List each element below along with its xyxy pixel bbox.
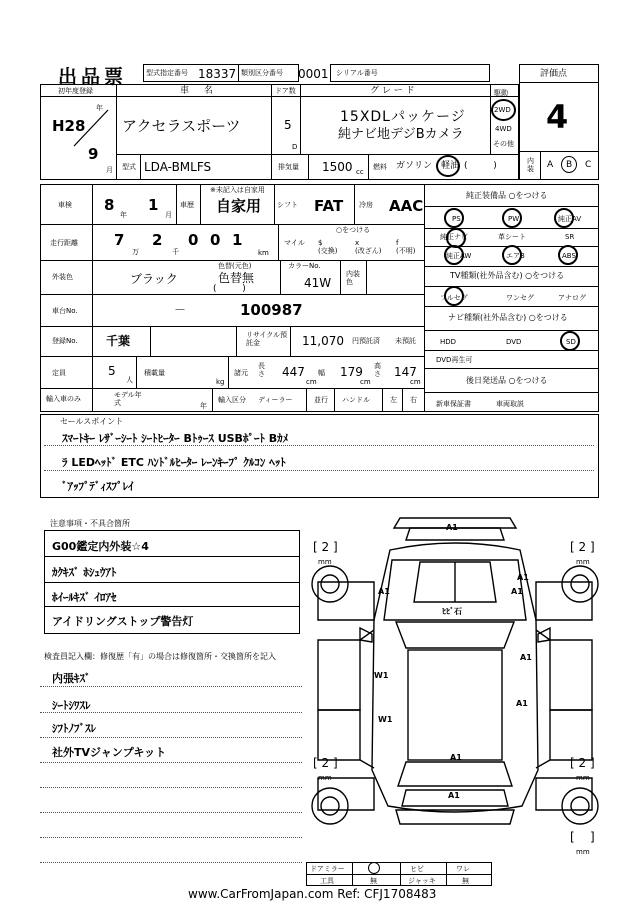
tool-label: 工具	[320, 877, 334, 885]
wid-label: 幅	[318, 369, 325, 377]
inspector-line-2: ｼｰﾄｼﾜｽﾚ	[52, 699, 91, 712]
after-manual: 車両取説	[496, 400, 524, 408]
shift-label: シフト	[277, 201, 298, 209]
meter-swap: $ (交換)	[318, 239, 338, 255]
watermark: www.CarFromJapan.com Ref: CFJ1708483	[188, 887, 437, 901]
drive-label: 駆動	[494, 89, 508, 97]
month-unit: 月	[106, 166, 113, 174]
chassis-value: 100987	[240, 301, 303, 319]
navi-hdd: HDD	[440, 338, 457, 346]
hei-value: 147	[394, 365, 417, 379]
inspector-line-4: 社外TVジャンプキット	[52, 746, 167, 759]
recycle-value: 11,070	[302, 334, 344, 348]
equip-airbag: エアB	[506, 252, 525, 260]
load-label: 積載量	[144, 369, 165, 377]
equip-aw: 純正AW	[446, 252, 472, 260]
vehicle-name: アクセラスポーツ	[122, 117, 241, 135]
navi-sd-circle	[560, 331, 580, 351]
score-label: 評価点	[540, 69, 568, 79]
damage-label-rear-bumper: A1	[448, 791, 460, 800]
shift-value: FAT	[314, 197, 344, 215]
year-unit: 年	[96, 104, 103, 112]
tool-none: 無	[370, 877, 377, 885]
equip-av-circle	[554, 208, 574, 228]
serial-label: シリアル番号	[336, 69, 378, 77]
int-color-label: 内装色	[346, 270, 360, 286]
first-reg-label: 初年度登録	[58, 87, 93, 95]
mileage-digit-5: 1	[232, 231, 243, 249]
drive-other: その他	[493, 140, 514, 148]
tire-mm-fr: mm	[576, 558, 590, 566]
mileage-man: 万	[132, 248, 139, 256]
color-change: 色替無	[218, 271, 255, 285]
sales-label: セールスポイント	[60, 417, 124, 426]
len-label: 長さ	[258, 362, 265, 378]
equip-ps: PS	[452, 215, 461, 223]
seats-value: 5	[108, 364, 116, 378]
navi-sd: SD	[566, 338, 576, 346]
inspection-month: 1	[148, 196, 159, 214]
tire-depth-rl: [ 2 ]	[313, 756, 338, 770]
damage-label-right-rear-door: A1	[516, 699, 528, 708]
name-label: 車 名	[180, 86, 219, 96]
displacement-unit: cc	[356, 168, 364, 176]
damage-label-trunk: A1	[450, 753, 462, 762]
tv-title: TV種類(社外品含む) ○をつける	[450, 271, 565, 280]
wid-unit: cm	[360, 378, 371, 386]
ac-value: AAC	[389, 197, 424, 215]
import-type-label: 輸入区分	[218, 396, 246, 404]
model-year-unit: 年	[200, 402, 207, 410]
equip-pw: PW	[508, 215, 520, 223]
equip-av: 純正AV	[558, 215, 582, 223]
color-orig-label: 色替(元色)	[218, 262, 252, 270]
import-label: 輸入車のみ	[46, 395, 81, 403]
tire-mm-fl: mm	[318, 558, 332, 566]
car-damage-diagram	[300, 510, 610, 860]
chassis-label: 車台No.	[52, 307, 78, 315]
tire-depth-fr: [ 2 ]	[570, 540, 595, 554]
reg-label: 登録No.	[52, 337, 78, 345]
class-no: 0001	[298, 67, 329, 81]
mileage-sen: 千	[172, 248, 179, 256]
equip-ps-circle	[444, 208, 464, 228]
equip-abs: ABS	[562, 252, 576, 260]
navi-title: ナビ種類(社外品含む) ○をつける	[448, 313, 568, 322]
model-cert-no: 18337	[198, 67, 237, 81]
damage-label-left-door-front: W1	[374, 671, 389, 680]
fuel-diesel: 軽油	[441, 161, 460, 171]
damage-label-front-bumper: A1	[446, 523, 458, 532]
equip-airbag-circle	[502, 245, 522, 265]
ac-label: 冷房	[359, 201, 373, 209]
history-value: 自家用	[216, 197, 262, 215]
damage-label-hood-chip: ﾋﾋﾞ石	[442, 607, 462, 616]
chassis-dash: －	[174, 303, 187, 317]
meter-tamper: x (改ざん)	[355, 239, 382, 255]
mileage-km: km	[258, 249, 269, 257]
equip-aw-circle	[444, 245, 464, 265]
grade-label: グ レ ー ド	[370, 86, 415, 96]
color-value: ブラック	[130, 272, 178, 286]
tv-fullseg-circle	[444, 286, 464, 306]
dims-label: 諸元	[234, 369, 248, 377]
inspector-line-1: 内張ｷｽﾞ	[52, 672, 91, 685]
interior-c: C	[585, 160, 592, 170]
class-label: 類別区分番号	[241, 69, 283, 77]
score-value: 4	[546, 98, 569, 136]
first-reg-month: 9	[88, 145, 99, 163]
notes-label: 注意事項・不具合箇所	[50, 519, 130, 528]
tv-oneseg: ワンセグ	[506, 294, 534, 302]
inspector-line-3: ｼﾌﾄﾉﾌﾞｽﾚ	[52, 722, 96, 735]
equip-navi: 純正ナビ	[440, 233, 468, 241]
type-value: LDA-BMLFS	[144, 160, 212, 174]
displacement-label: 排気量	[278, 163, 299, 171]
damage-label-left-fender: A1	[378, 587, 390, 596]
tire-mm-spare: mm	[576, 848, 590, 856]
seats-unit: 人	[126, 376, 133, 384]
after-title: 後日発送品 ○をつける	[466, 376, 548, 385]
mirror-chip: ワレ	[456, 865, 470, 873]
len-value: 447	[282, 365, 305, 379]
history-note: ※未記入は自家用	[210, 186, 265, 194]
dvd-play: DVD再生可	[436, 356, 473, 364]
inspection-year: 8	[104, 196, 115, 214]
import-parallel: 並行	[314, 396, 328, 404]
meter-unknown: f (不明)	[396, 239, 416, 255]
tire-mm-rl: mm	[318, 774, 332, 782]
equip-abs-circle	[558, 245, 578, 265]
interior-a: A	[547, 160, 554, 170]
len-unit: cm	[306, 378, 317, 386]
drive-2wd: 2WD	[494, 106, 511, 114]
note-line-4: アイドリングストップ警告灯	[52, 615, 194, 628]
damage-label-right-fender: A1	[511, 587, 523, 596]
equipment-title: 純正装備品 ○をつける	[466, 191, 548, 200]
drive-2wd-circle	[491, 99, 516, 121]
first-reg-year: H28	[52, 117, 86, 135]
damage-label-right-door: A1	[520, 653, 532, 662]
color-no-label: カラーNo.	[288, 262, 321, 270]
grade-line1: 15XDLパッケージ	[340, 109, 466, 125]
sales-line-3: ﾞｱｯﾌﾟﾃﾞｨｽﾌﾟﾚｲ	[62, 480, 134, 493]
color-label: 外装色	[52, 273, 73, 281]
recycle-unpaid: 未預託	[395, 337, 416, 345]
meter-header: ○をつける	[336, 226, 371, 234]
note-line-1: G00鑑定内外装☆4	[52, 540, 149, 553]
fuel-gasoline: ガソリン	[396, 161, 433, 171]
load-unit: kg	[216, 378, 225, 386]
model-cert-label: 型式指定番号	[146, 69, 188, 77]
slash-mark	[70, 108, 110, 148]
sales-line-2: ﾗ LEDﾍｯﾄﾞ ETC ﾊﾝﾄﾞﾙﾋｰﾀｰ ﾚｰﾝｷｰﾌﾟ ｸﾙｺﾝ ﾍｯﾄ	[62, 456, 286, 469]
doors-label: ドア数	[275, 87, 296, 95]
jack-label: ジャッキ	[408, 877, 436, 885]
mirror-label: ドアミラー	[310, 865, 345, 873]
tv-fullseg: フルセグ	[440, 294, 468, 302]
import-dealer: ディーラー	[258, 396, 293, 404]
equip-pw-circle	[502, 208, 522, 228]
handle-right: 右	[410, 396, 417, 404]
mileage-digit-1: 7	[114, 231, 125, 249]
interior-label: 内装	[527, 157, 534, 173]
recycle-paid: 円預託済	[352, 337, 380, 345]
inspection-year-unit: 年	[120, 211, 127, 219]
grade-line2: 純ナビ地デジBカメラ	[338, 127, 464, 142]
form-title: 出品票	[58, 66, 128, 88]
handle-label: ハンドル	[342, 396, 370, 404]
mileage-label: 走行距離	[50, 239, 78, 247]
inspection-label: 車検	[58, 201, 72, 209]
tire-depth-rr: [ 2 ]	[570, 756, 595, 770]
model-year-label: モデル年式	[114, 391, 142, 407]
drive-4wd: 4WD	[495, 125, 512, 133]
equip-sr: SR	[565, 233, 575, 241]
note-line-2: ｶｸｷｽﾞ ﾎｼｭｳｱﾄ	[52, 566, 117, 579]
mileage-digit-2: 2	[152, 231, 163, 249]
tv-analog: アナログ	[558, 294, 586, 302]
doors-value: 5	[284, 118, 292, 132]
damage-label-right-front: A1	[517, 573, 529, 582]
history-label: 車歴	[180, 201, 194, 209]
color-no-value: 41W	[304, 276, 332, 290]
hei-unit: cm	[410, 378, 421, 386]
damage-label-left-door-rear: W1	[378, 715, 393, 724]
interior-b: B	[566, 160, 573, 170]
inspection-month-unit: 月	[165, 211, 172, 219]
seats-label: 定員	[52, 369, 66, 377]
mileage-digit-3: 0	[188, 231, 199, 249]
reg-value: 千葉	[106, 334, 131, 348]
note-line-3: ﾎｲｰﾙｷｽﾞ ｲﾛｱｾ	[52, 591, 117, 604]
handle-left: 左	[390, 396, 397, 404]
mirror-crack: ヒビ	[410, 865, 424, 873]
fuel-label: 燃料	[373, 163, 387, 171]
tire-depth-fl: [ 2 ]	[313, 540, 338, 554]
mile-label: マイル	[284, 239, 305, 247]
tire-mm-rr: mm	[576, 774, 590, 782]
displacement-value: 1500	[322, 160, 353, 174]
type-label: 型式	[122, 163, 136, 171]
mirror-circle	[368, 862, 380, 874]
equip-leather: 革シート	[498, 233, 526, 241]
recycle-label: リサイクル預託金	[246, 331, 288, 347]
jack-none: 無	[462, 877, 469, 885]
sales-line-1: ｽﾏｰﾄｷｰ ﾚｻﾞｰｼｰﾄ ｼｰﾄﾋｰﾀｰ Bﾄｩｰｽ USBﾎﾟｰﾄ Bｶﾒ	[62, 432, 289, 445]
doors-sub: D	[292, 143, 298, 151]
navi-dvd: DVD	[506, 338, 522, 346]
interior-b-circle	[561, 156, 577, 173]
fuel-diesel-circle	[436, 155, 460, 177]
tire-depth-spare: [ ]	[570, 830, 595, 844]
inspector-label: 検査員記入欄：修復歴「有」の場合は修復箇所・交換箇所を記入	[44, 652, 276, 661]
after-warranty: 新車保証書	[436, 400, 471, 408]
wid-value: 179	[340, 365, 363, 379]
mileage-digit-4: 0	[210, 231, 221, 249]
hei-label: 高さ	[374, 362, 381, 378]
